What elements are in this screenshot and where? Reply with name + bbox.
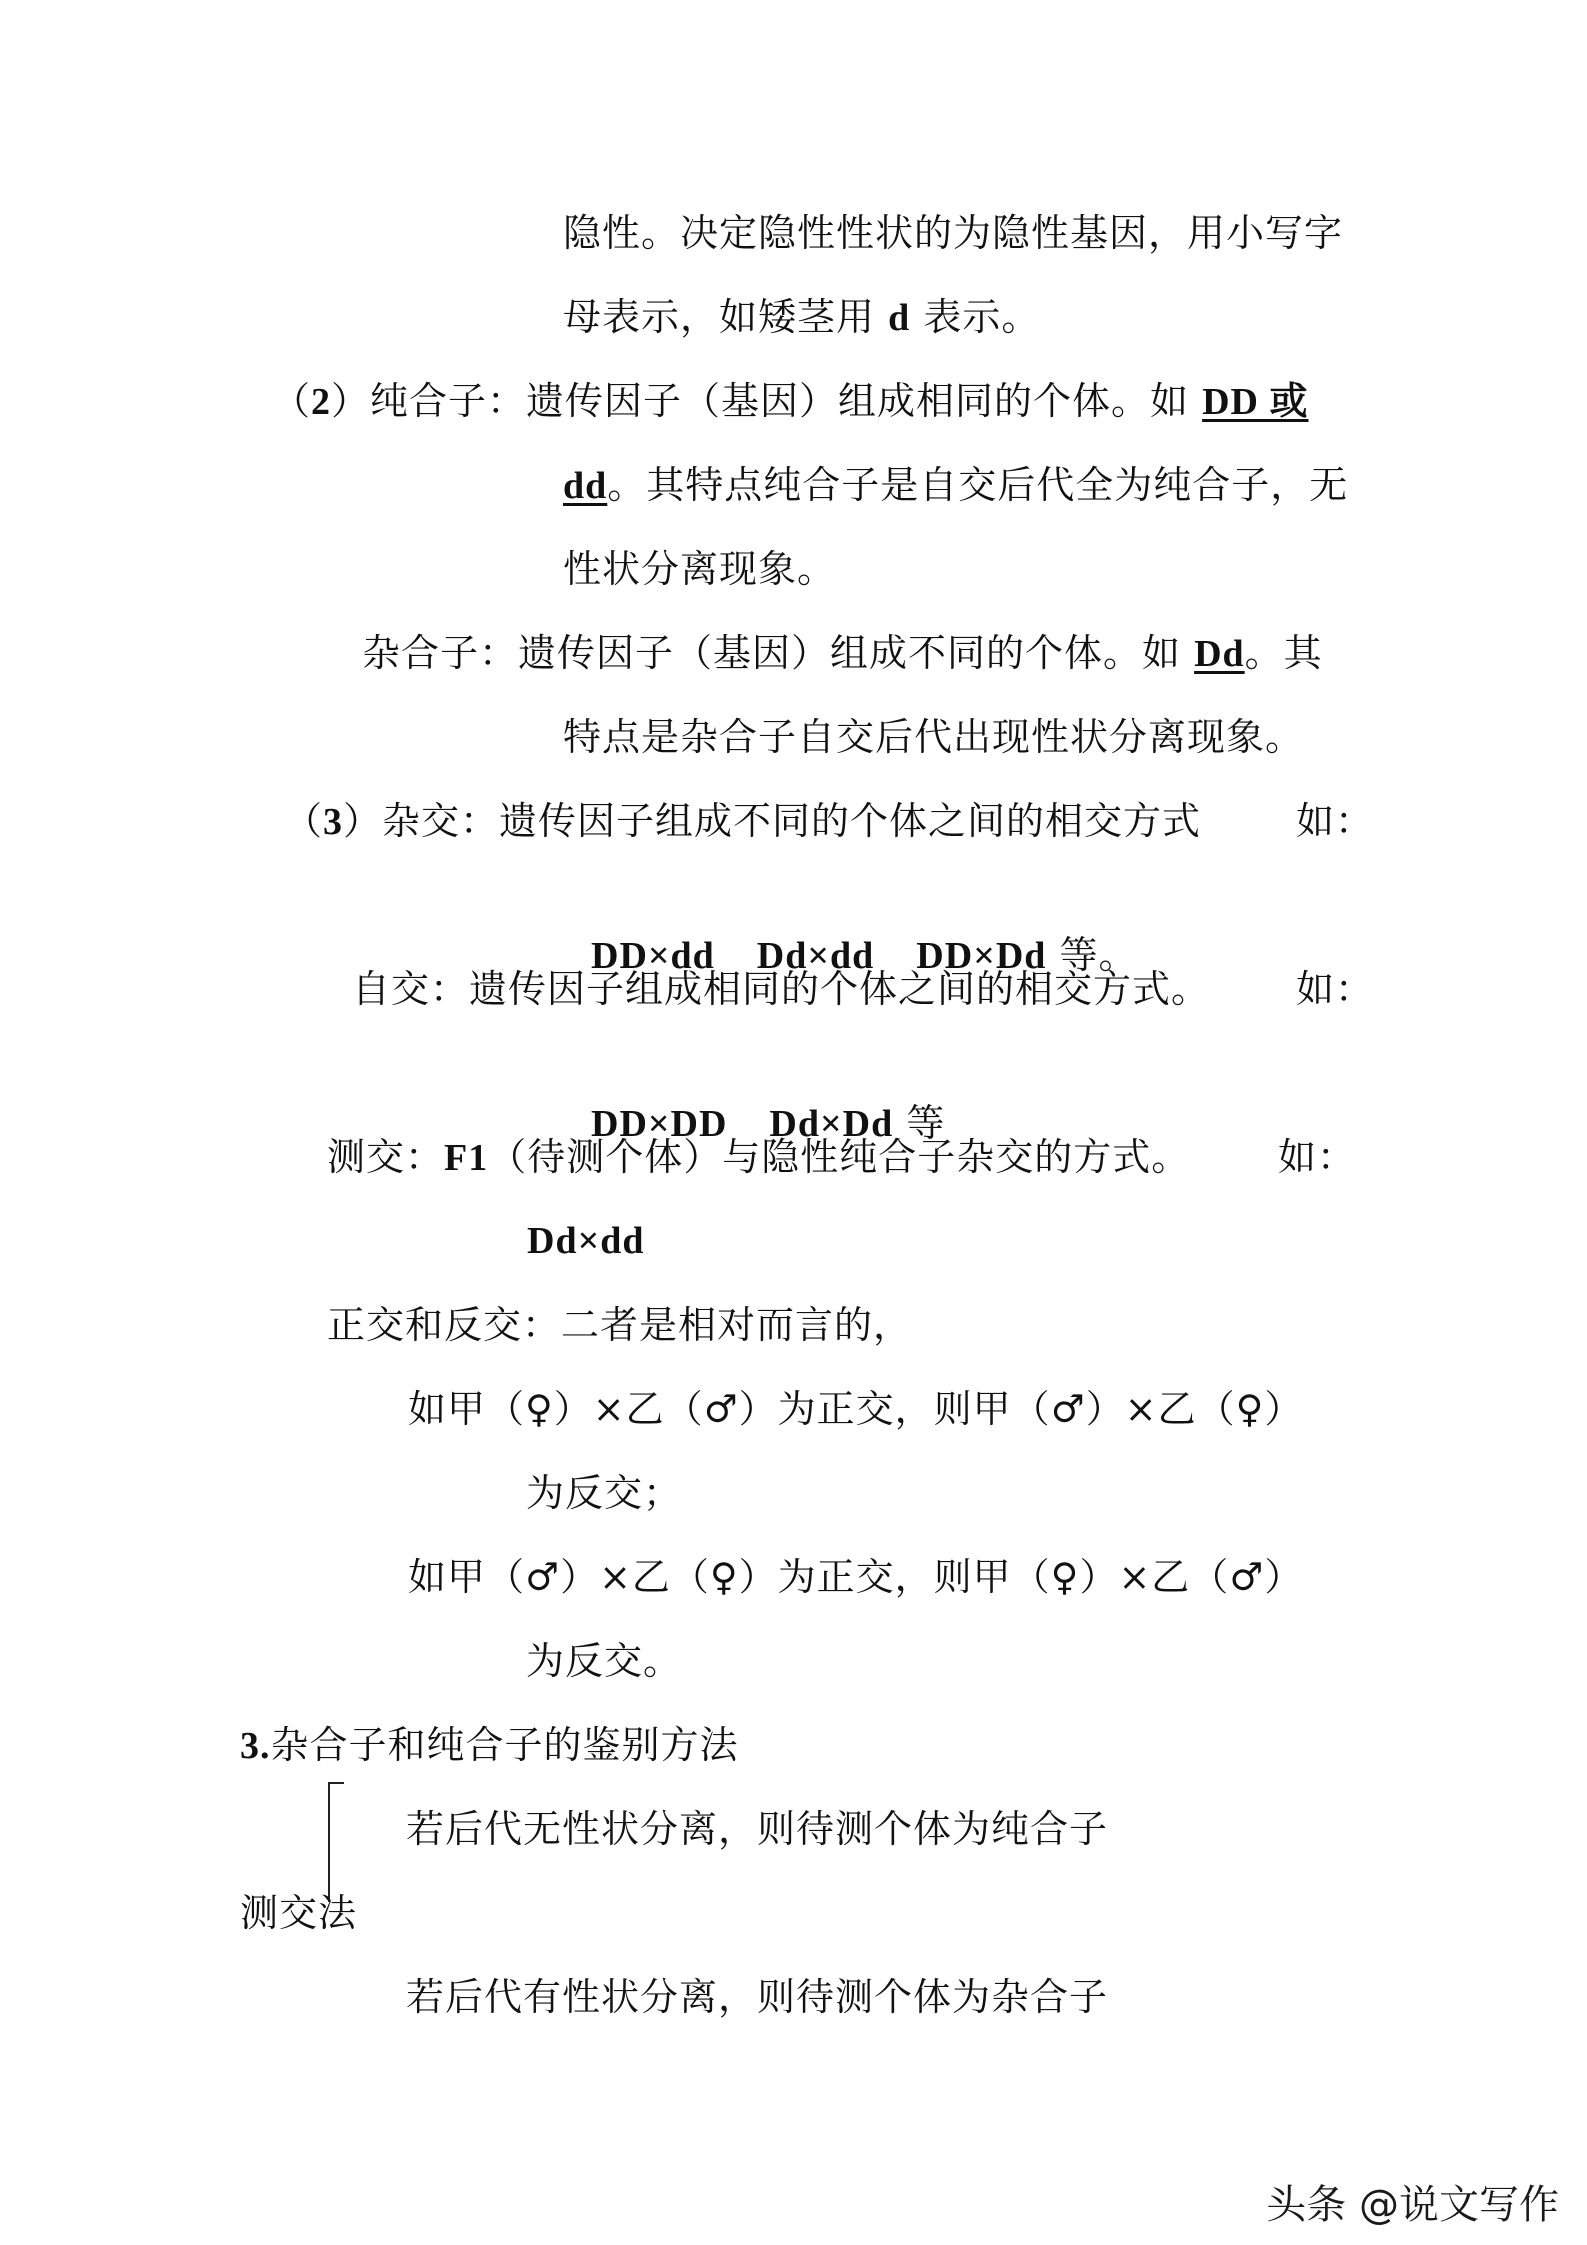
genotype-crosses: DD×DD Dd×Dd: [591, 1103, 894, 1145]
item-number: 3: [323, 801, 344, 843]
text-line: [1296, 964, 1374, 1014]
text-line: [362, 628, 1323, 679]
text-span: ）杂交：遗传因子组成不同的个体之间的相交方式: [343, 799, 1202, 843]
text-span: （: [272, 379, 312, 423]
text-span: 如甲（♂）×乙（♀）为正交，则甲（♀）×乙（♂）: [408, 1555, 1304, 1599]
bold-symbol: F1: [444, 1137, 489, 1179]
text-line: [408, 1384, 1303, 1434]
brace-icon: [328, 1782, 348, 1902]
text-span: 母表示，如矮茎用: [563, 295, 889, 339]
watermark: 头条 @说文写作: [1266, 2182, 1559, 2228]
text-span: 正交和反交：二者是相对而言的，: [327, 1303, 913, 1347]
text-span: 等。: [1046, 933, 1138, 977]
underlined-genotype: Dd: [1194, 633, 1245, 675]
text-line: [527, 1216, 645, 1266]
text-span: 杂合子：遗传因子（基因）组成不同的个体。如: [362, 631, 1195, 675]
text-span: 杂合子和纯合子的鉴别方法: [270, 1723, 739, 1767]
text-line: [272, 376, 1309, 427]
text-span: 特点是杂合子自交后代出现性状分离现象。: [563, 715, 1305, 759]
text-line: [352, 964, 1210, 1014]
text-span: ）纯合子：遗传因子（基因）组成相同的个体。如: [331, 379, 1203, 423]
text-span: 。其特点纯合子是自交后代全为纯合子，无: [607, 463, 1349, 507]
text-line: [526, 1636, 682, 1686]
genotype-cross: Dd×dd: [527, 1220, 645, 1262]
text-span: 测交法: [240, 1891, 358, 1935]
underlined-genotype: dd: [563, 465, 608, 507]
text-line: [563, 544, 836, 594]
text-span: 表示。: [910, 295, 1041, 339]
text-span: （: [284, 799, 324, 843]
text-span: 若后代有性状分离，则待测个体为杂合子: [406, 1975, 1109, 2019]
text-span: 自交：遗传因子组成相同的个体之间的相交方式。: [352, 967, 1211, 1011]
text-line: [284, 796, 1201, 847]
text-line: [563, 292, 1040, 343]
text-span: 等: [893, 1101, 946, 1145]
text-span: 为反交。: [526, 1639, 683, 1683]
text-span: 如：: [1296, 799, 1375, 843]
section-heading: [240, 1720, 739, 1771]
text-span: 如：: [1278, 1135, 1357, 1179]
text-span: 性状分离现象。: [563, 547, 837, 591]
underlined-genotype: DD 或: [1202, 381, 1309, 423]
text-line: [327, 1300, 912, 1350]
text-line: [408, 1552, 1303, 1602]
text-line: [526, 1468, 682, 1518]
text-span: 如甲（♀）×乙（♂）为正交，则甲（♂）×乙（♀）: [408, 1387, 1304, 1431]
text-span: （待测个体）与隐性纯合子杂交的方式。: [488, 1135, 1191, 1179]
text-span: 隐性。决定隐性性状的为隐性基因，用小写字: [563, 211, 1344, 255]
genotype-crosses: DD×dd Dd×dd DD×Dd: [591, 935, 1047, 977]
text-line: [1278, 1132, 1356, 1182]
text-line: [240, 1888, 357, 1938]
text-line: [406, 1972, 1108, 2022]
text-line: [406, 1804, 1108, 1854]
text-line: [563, 460, 1348, 511]
section-number: 3.: [240, 1725, 271, 1767]
text-span: 如：: [1296, 967, 1375, 1011]
text-span: 若后代无性状分离，则待测个体为纯合子: [406, 1807, 1109, 1851]
item-number: 2: [311, 381, 332, 423]
bold-symbol: d: [888, 297, 911, 339]
text-line: [563, 208, 1343, 258]
text-span: 。其: [1244, 631, 1323, 675]
text-span: 测交：: [327, 1135, 445, 1179]
text-span: 为反交；: [526, 1471, 683, 1515]
text-line: [1296, 796, 1374, 846]
text-line: [563, 712, 1304, 762]
text-line: [327, 1132, 1190, 1183]
